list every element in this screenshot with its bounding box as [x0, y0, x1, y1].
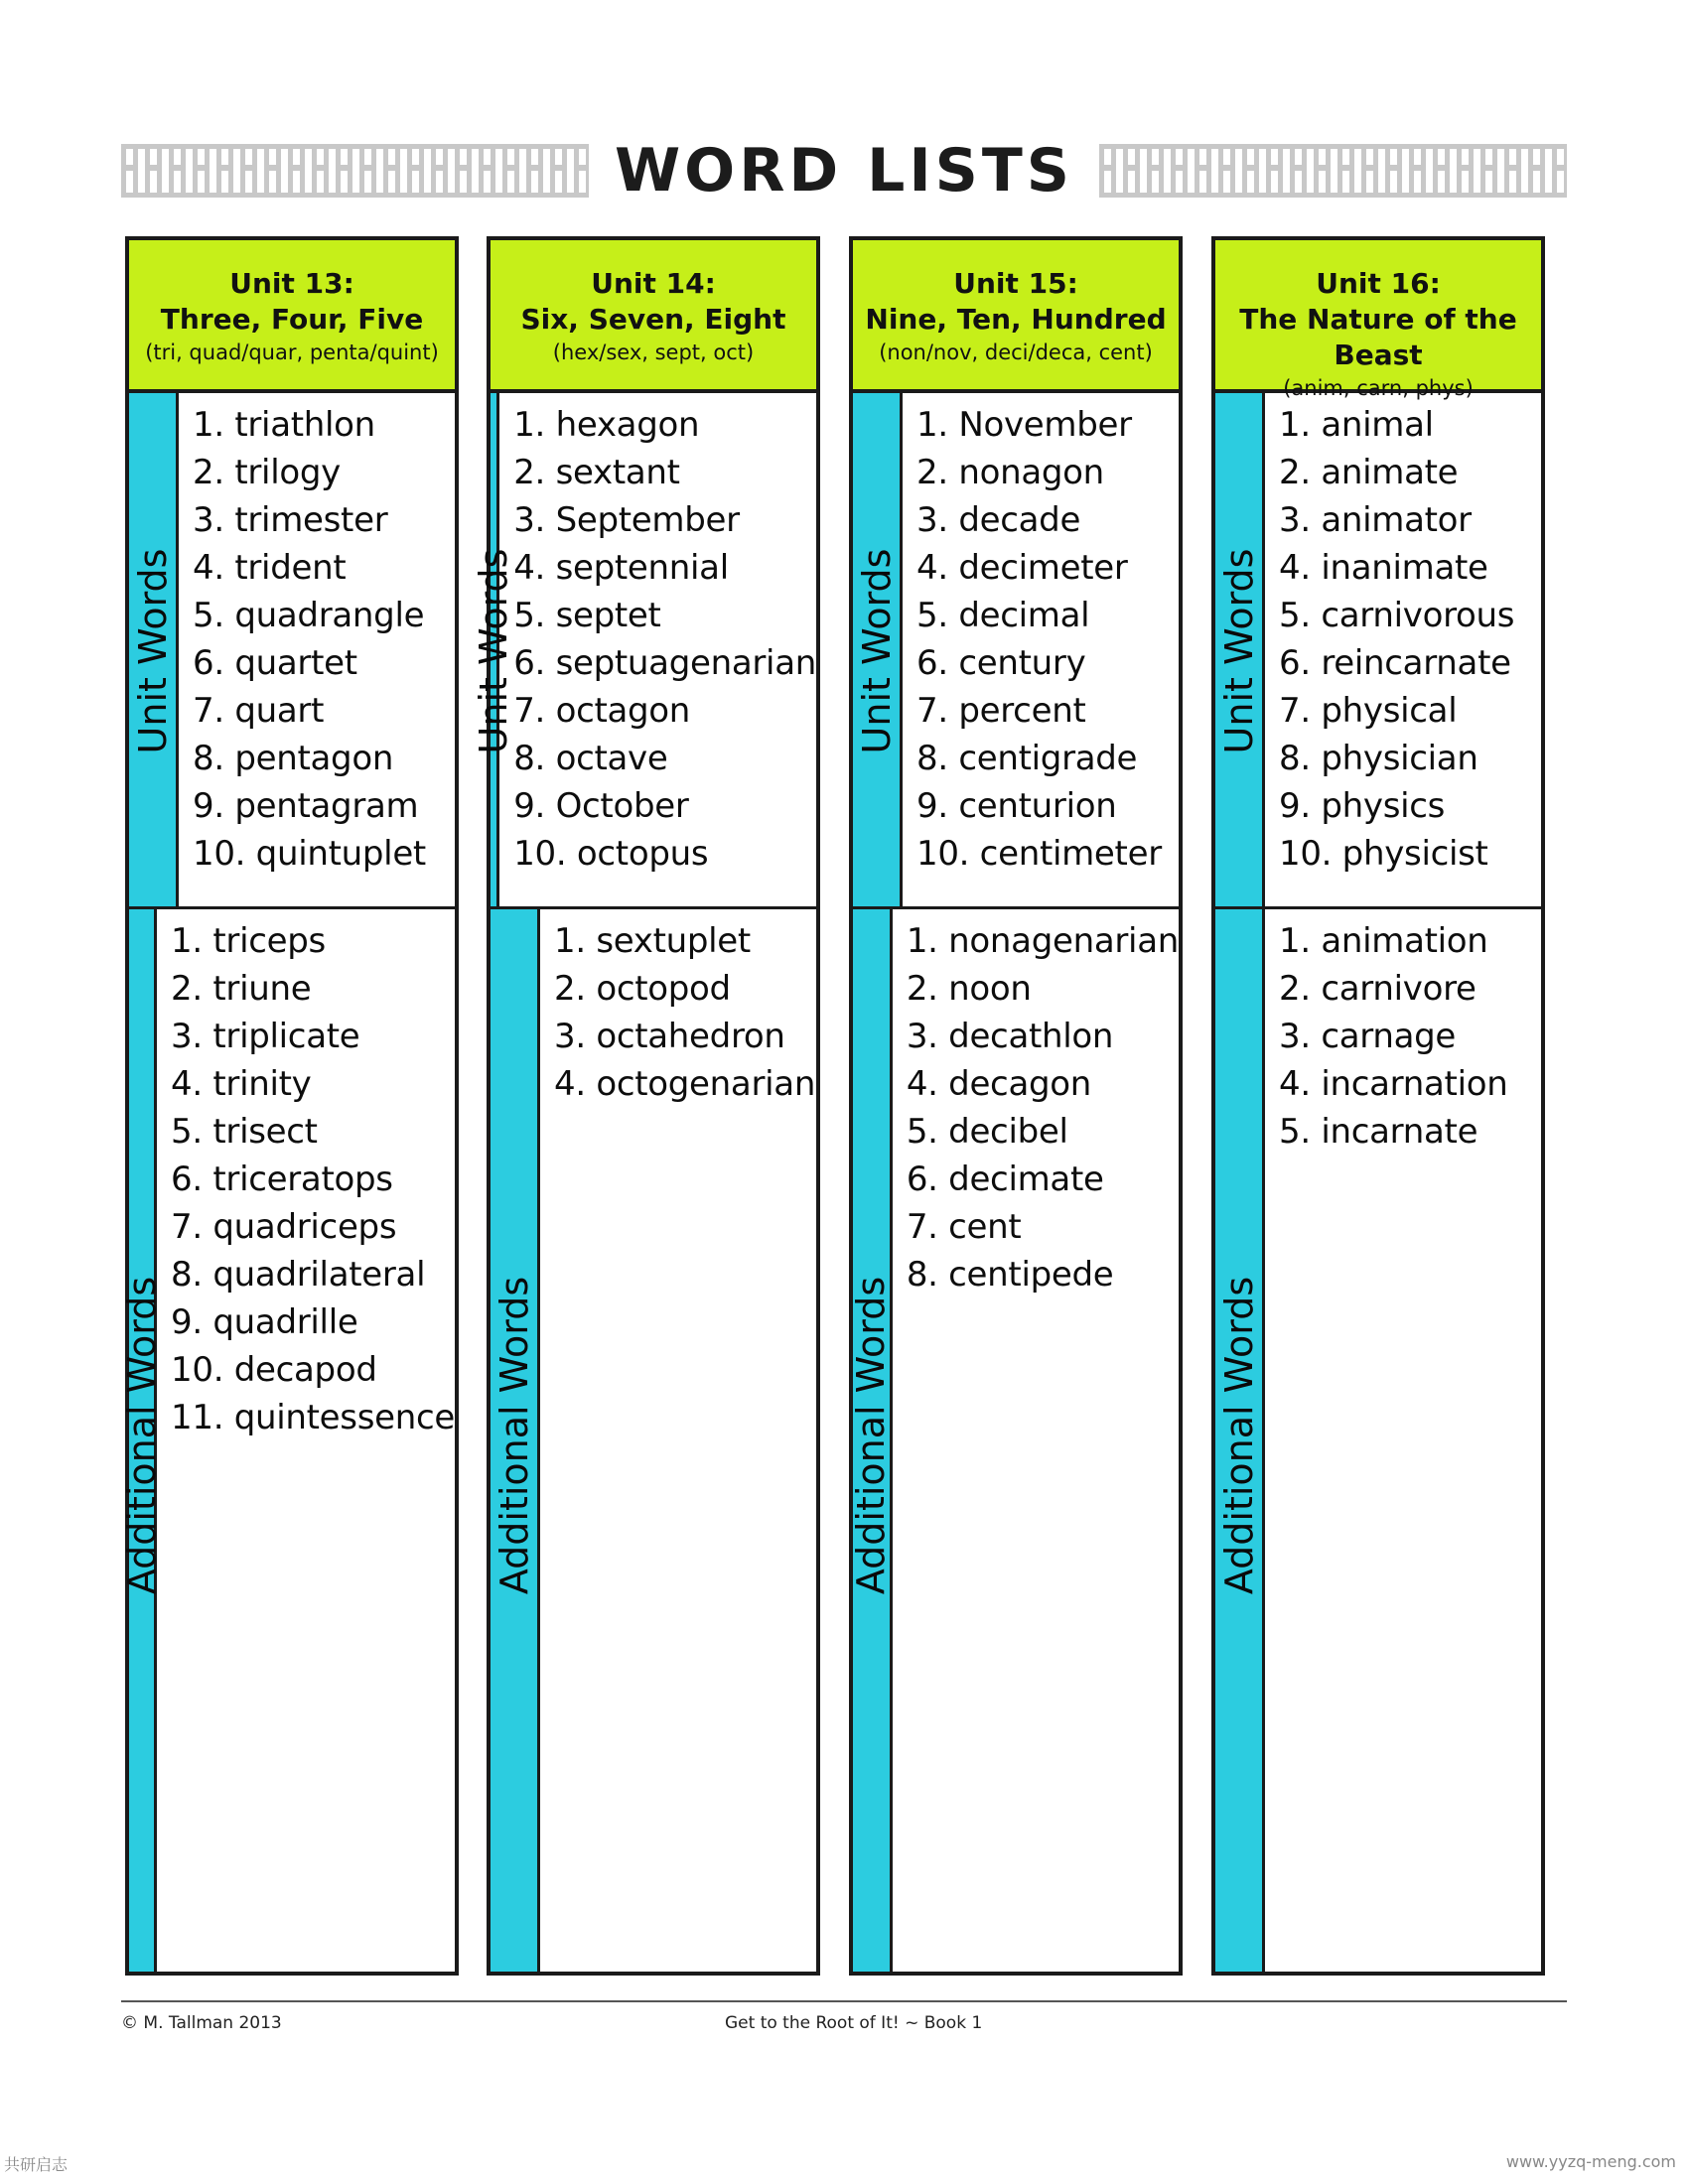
list-item: 1. triathlon: [193, 405, 375, 445]
list-item: 1. November: [916, 405, 1132, 445]
list-item: 1. animation: [1279, 921, 1488, 961]
list-item: 10. physicist: [1279, 834, 1488, 874]
list-item: 2. octopod: [554, 969, 731, 1009]
list-item: 10. octopus: [513, 834, 709, 874]
list-item: 3. September: [513, 500, 740, 540]
list-item: 1. triceps: [171, 921, 326, 961]
section-label: Unit Words: [1216, 548, 1261, 754]
unit-number: Unit 15:: [953, 267, 1078, 300]
list-item: 1. nonagenarian: [906, 921, 1179, 961]
list-item: 9. pentagram: [193, 786, 419, 826]
unit-header: [1215, 240, 1541, 400]
list-item: 11. quintessence: [171, 1398, 455, 1437]
additional-words-section: [849, 909, 1179, 1972]
list-item: 7. quadriceps: [171, 1207, 397, 1247]
list-item: 8. octave: [513, 739, 668, 778]
unit-column: [119, 236, 459, 1976]
list-item: 2. triune: [171, 969, 312, 1009]
greek-key-border-right: [1099, 144, 1567, 198]
list-item: 9. October: [513, 786, 689, 826]
list-item: 6. quartet: [193, 643, 357, 683]
word-list: [499, 393, 816, 906]
list-item: 1. animal: [1279, 405, 1434, 445]
watermark-left: 共研启志: [4, 2155, 69, 2174]
unit-column: [849, 236, 1183, 1976]
section-label: Additional Words: [1216, 1276, 1261, 1595]
list-item: 4. decimeter: [916, 548, 1128, 588]
unit-title: Six, Seven, Eight: [520, 303, 786, 336]
unit-words-section: [129, 393, 455, 909]
list-item: 4. trinity: [171, 1064, 312, 1104]
list-item: 4. incarnation: [1279, 1064, 1508, 1104]
list-item: 5. decibel: [906, 1112, 1068, 1152]
list-item: 9. quadrille: [171, 1302, 358, 1342]
list-item: 3. decade: [916, 500, 1081, 540]
unit-header: [491, 240, 816, 393]
list-item: 7. octagon: [513, 691, 691, 731]
list-item: 8. quadrilateral: [171, 1255, 426, 1295]
unit-words-section: [853, 393, 1179, 909]
unit-title: Nine, Ten, Hundred: [865, 303, 1167, 336]
section-side-bar: [849, 909, 894, 1972]
list-item: 8. centipede: [906, 1255, 1114, 1295]
list-item: 8. pentagon: [193, 739, 394, 778]
section-side-bar: [1215, 909, 1265, 1972]
list-item: 4. trident: [193, 548, 347, 588]
unit-header: [129, 240, 455, 393]
list-item: 2. noon: [906, 969, 1032, 1009]
word-list: [179, 393, 455, 906]
list-item: 5. septet: [513, 596, 661, 635]
list-item: 10. decapod: [171, 1350, 377, 1390]
list-item: 6. century: [916, 643, 1086, 683]
additional-words-section: [1215, 909, 1541, 1972]
list-item: 4. decagon: [906, 1064, 1092, 1104]
list-item: 8. centigrade: [916, 739, 1138, 778]
unit-roots: (tri, quad/quar, penta/quint): [145, 341, 439, 364]
list-item: 6. reincarnate: [1279, 643, 1511, 683]
list-item: 1. hexagon: [513, 405, 700, 445]
list-item: 3. decathlon: [906, 1017, 1114, 1056]
list-item: 9. centurion: [916, 786, 1117, 826]
list-item: 4. inanimate: [1279, 548, 1488, 588]
unit-number: Unit 13:: [229, 267, 354, 300]
unit-roots: (anim, carn, phys): [1283, 376, 1474, 400]
list-item: 10. quintuplet: [193, 834, 426, 874]
section-label: Unit Words: [472, 548, 516, 754]
section-side-bar: [491, 909, 540, 1972]
word-list: [903, 393, 1179, 906]
section-side-bar: [1215, 393, 1265, 906]
section-label: Additional Words: [492, 1276, 536, 1595]
unit-roots: (hex/sex, sept, oct): [552, 341, 755, 364]
unit-column: [1211, 236, 1545, 1976]
list-item: 7. cent: [906, 1207, 1022, 1247]
unit-number: Unit 16:: [1316, 267, 1441, 300]
additional-words-section: [491, 909, 816, 1972]
section-side-bar: [119, 909, 164, 1972]
list-item: 2. nonagon: [916, 453, 1104, 492]
list-item: 7. quart: [193, 691, 325, 731]
list-item: 2. animate: [1279, 453, 1459, 492]
section-side-bar: [129, 393, 179, 906]
unit-words-section: [472, 393, 816, 909]
list-item: 2. carnivore: [1279, 969, 1477, 1009]
list-item: 3. triplicate: [171, 1017, 360, 1056]
list-item: 3. octahedron: [554, 1017, 785, 1056]
watermark-right: www.yyzq-meng.com: [1505, 2152, 1676, 2171]
unit-header: [853, 240, 1179, 393]
list-item: 5. carnivorous: [1279, 596, 1515, 635]
word-list: [1265, 393, 1541, 906]
word-list: [157, 909, 455, 1972]
list-item: 5. incarnate: [1279, 1112, 1478, 1152]
unit-roots: (non/nov, deci/deca, cent): [879, 341, 1153, 364]
word-list: [893, 909, 1179, 1972]
unit-column: [472, 236, 820, 1976]
list-item: 10. centimeter: [916, 834, 1162, 874]
word-list: [1265, 909, 1541, 1972]
list-item: 2. sextant: [513, 453, 680, 492]
list-item: 2. trilogy: [193, 453, 341, 492]
list-item: 4. octogenarian: [554, 1064, 816, 1104]
unit-number: Unit 14:: [591, 267, 716, 300]
footer-divider: [121, 2000, 1567, 2002]
title-banner: [121, 131, 1567, 210]
greek-key-border-left: [121, 144, 589, 198]
list-item: 5. decimal: [916, 596, 1090, 635]
list-item: 7. physical: [1279, 691, 1458, 731]
list-item: 3. carnage: [1279, 1017, 1457, 1056]
copyright-text: © M. Tallman 2013: [121, 2013, 282, 2033]
additional-words-section: [119, 909, 455, 1972]
word-list: [540, 909, 816, 1972]
section-label: Additional Words: [849, 1276, 894, 1595]
section-label: Unit Words: [854, 548, 899, 754]
list-item: 5. quadrangle: [193, 596, 425, 635]
list-item: 6. triceratops: [171, 1160, 393, 1199]
list-item: 6. decimate: [906, 1160, 1104, 1199]
unit-title: Three, Four, Five: [160, 303, 424, 336]
list-item: 3. animator: [1279, 500, 1472, 540]
section-side-bar: [853, 393, 903, 906]
section-label: Unit Words: [130, 548, 175, 754]
unit-words-section: [1215, 393, 1541, 909]
book-title-text: Get to the Root of It! ~ Book 1: [725, 2013, 983, 2033]
unit-title: The Nature of the Beast: [1239, 303, 1517, 371]
list-item: 1. sextuplet: [554, 921, 751, 961]
list-item: 7. percent: [916, 691, 1086, 731]
list-item: 3. trimester: [193, 500, 388, 540]
list-item: 8. physician: [1279, 739, 1478, 778]
list-item: 4. septennial: [513, 548, 729, 588]
list-item: 6. septuagenarian: [513, 643, 816, 683]
list-item: 9. physics: [1279, 786, 1446, 826]
list-item: 5. trisect: [171, 1112, 318, 1152]
section-side-bar: [472, 393, 516, 906]
page-title: WORD LISTS: [615, 136, 1073, 205]
section-label: Additional Words: [119, 1276, 164, 1595]
